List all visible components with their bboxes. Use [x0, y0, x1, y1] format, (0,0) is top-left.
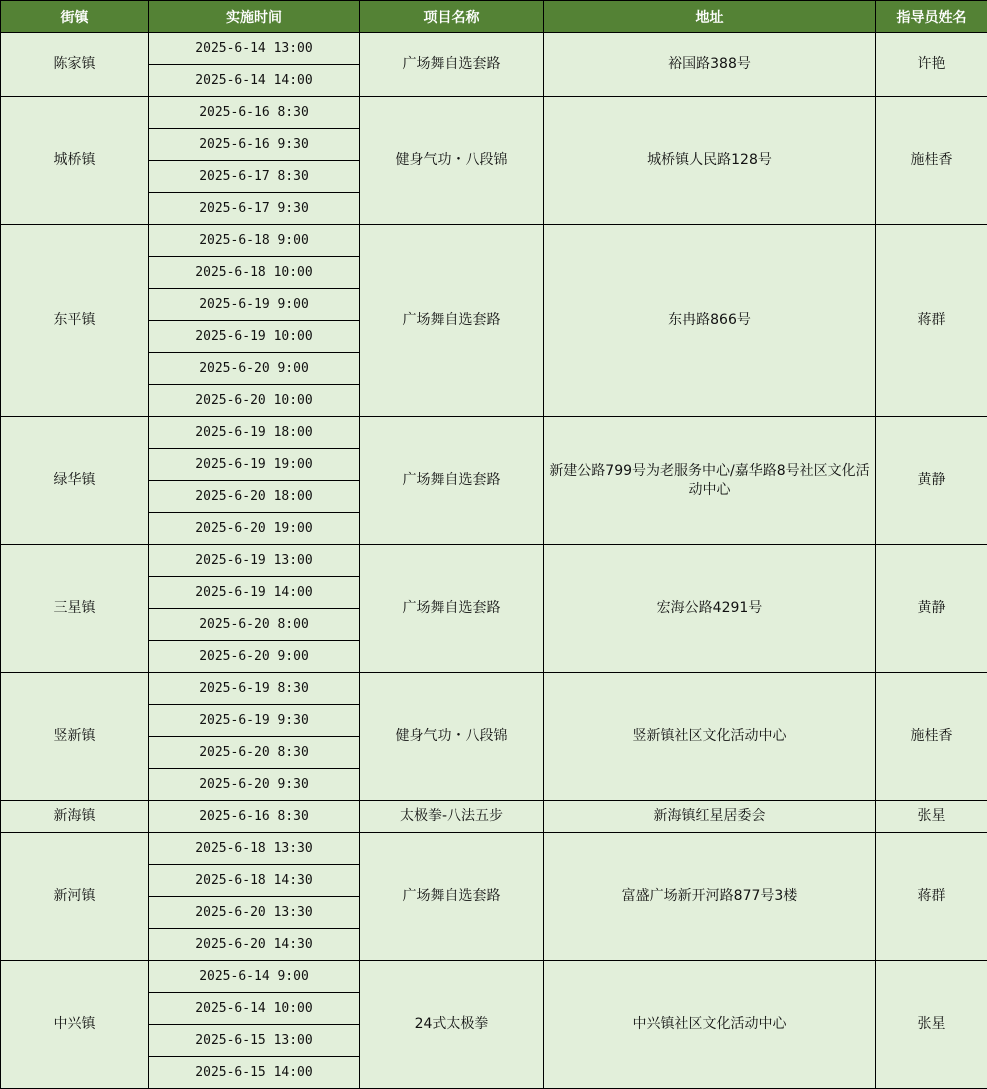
project-cell: 广场舞自选套路 — [360, 417, 544, 545]
project-cell: 广场舞自选套路 — [360, 833, 544, 961]
time-cell: 2025-6-14 10:00 — [149, 993, 360, 1025]
town-cell: 三星镇 — [1, 545, 149, 673]
project-cell: 太极拳-八法五步 — [360, 801, 544, 833]
time-cell: 2025-6-19 18:00 — [149, 417, 360, 449]
time-cell: 2025-6-18 13:30 — [149, 833, 360, 865]
schedule-body — [1, 33, 987, 1089]
instructor-cell: 黄静 — [876, 545, 987, 673]
time-cell: 2025-6-20 9:00 — [149, 641, 360, 673]
time-cell: 2025-6-18 9:00 — [149, 225, 360, 257]
town-cell: 绿华镇 — [1, 417, 149, 545]
table-row — [1, 545, 987, 577]
time-cell: 2025-6-14 13:00 — [149, 33, 360, 65]
instructor-cell: 施桂香 — [876, 673, 987, 801]
project-cell: 广场舞自选套路 — [360, 545, 544, 673]
time-cell: 2025-6-18 10:00 — [149, 257, 360, 289]
time-cell: 2025-6-15 13:00 — [149, 1025, 360, 1057]
town-cell: 中兴镇 — [1, 961, 149, 1089]
instructor-cell: 黄静 — [876, 417, 987, 545]
time-cell: 2025-6-14 9:00 — [149, 961, 360, 993]
time-cell: 2025-6-19 10:00 — [149, 321, 360, 353]
table-row — [1, 801, 987, 833]
town-cell: 新河镇 — [1, 833, 149, 961]
header-time: 实施时间 — [149, 1, 360, 33]
address-cell: 东冉路866号 — [544, 225, 876, 417]
address-cell: 中兴镇社区文化活动中心 — [544, 961, 876, 1089]
address-cell: 宏海公路4291号 — [544, 545, 876, 673]
table-row — [1, 673, 987, 705]
header-address: 地址 — [544, 1, 876, 33]
instructor-cell: 张星 — [876, 801, 987, 833]
table-row — [1, 97, 987, 129]
address-cell: 新海镇红星居委会 — [544, 801, 876, 833]
town-cell: 东平镇 — [1, 225, 149, 417]
table-row — [1, 417, 987, 449]
instructor-cell: 许艳 — [876, 33, 987, 97]
header-town: 街镇 — [1, 1, 149, 33]
address-cell: 城桥镇人民路128号 — [544, 97, 876, 225]
table-row — [1, 33, 987, 65]
address-cell: 裕国路388号 — [544, 33, 876, 97]
time-cell: 2025-6-17 9:30 — [149, 193, 360, 225]
time-cell: 2025-6-19 8:30 — [149, 673, 360, 705]
table-row — [1, 961, 987, 993]
time-cell: 2025-6-19 14:00 — [149, 577, 360, 609]
time-cell: 2025-6-20 8:30 — [149, 737, 360, 769]
table-row — [1, 833, 987, 865]
time-cell: 2025-6-18 14:30 — [149, 865, 360, 897]
instructor-cell: 蒋群 — [876, 833, 987, 961]
time-cell: 2025-6-20 18:00 — [149, 481, 360, 513]
time-cell: 2025-6-20 14:30 — [149, 929, 360, 961]
time-cell: 2025-6-20 10:00 — [149, 385, 360, 417]
town-cell: 竖新镇 — [1, 673, 149, 801]
time-cell: 2025-6-16 8:30 — [149, 801, 360, 833]
address-cell: 竖新镇社区文化活动中心 — [544, 673, 876, 801]
time-cell: 2025-6-20 9:00 — [149, 353, 360, 385]
header-row — [1, 1, 987, 33]
time-cell: 2025-6-14 14:00 — [149, 65, 360, 97]
time-cell: 2025-6-19 19:00 — [149, 449, 360, 481]
project-cell: 广场舞自选套路 — [360, 33, 544, 97]
town-cell: 新海镇 — [1, 801, 149, 833]
project-cell: 广场舞自选套路 — [360, 225, 544, 417]
address-cell: 富盛广场新开河路877号3楼 — [544, 833, 876, 961]
header-project: 项目名称 — [360, 1, 544, 33]
time-cell: 2025-6-19 9:00 — [149, 289, 360, 321]
time-cell: 2025-6-16 8:30 — [149, 97, 360, 129]
time-cell: 2025-6-20 19:00 — [149, 513, 360, 545]
time-cell: 2025-6-20 13:30 — [149, 897, 360, 929]
project-cell: 健身气功・八段锦 — [360, 673, 544, 801]
instructor-cell: 张星 — [876, 961, 987, 1089]
time-cell: 2025-6-20 8:00 — [149, 609, 360, 641]
time-cell: 2025-6-15 14:00 — [149, 1057, 360, 1089]
town-cell: 陈家镇 — [1, 33, 149, 97]
instructor-cell: 施桂香 — [876, 97, 987, 225]
time-cell: 2025-6-17 8:30 — [149, 161, 360, 193]
time-cell: 2025-6-20 9:30 — [149, 769, 360, 801]
time-cell: 2025-6-19 9:30 — [149, 705, 360, 737]
address-cell: 新建公路799号为老服务中心/嘉华路8号社区文化活动中心 — [544, 417, 876, 545]
town-cell: 城桥镇 — [1, 97, 149, 225]
project-cell: 健身气功・八段锦 — [360, 97, 544, 225]
instructor-cell: 蒋群 — [876, 225, 987, 417]
project-cell: 24式太极拳 — [360, 961, 544, 1089]
time-cell: 2025-6-19 13:00 — [149, 545, 360, 577]
table-row — [1, 225, 987, 257]
header-instructor: 指导员姓名 — [876, 1, 987, 33]
time-cell: 2025-6-16 9:30 — [149, 129, 360, 161]
